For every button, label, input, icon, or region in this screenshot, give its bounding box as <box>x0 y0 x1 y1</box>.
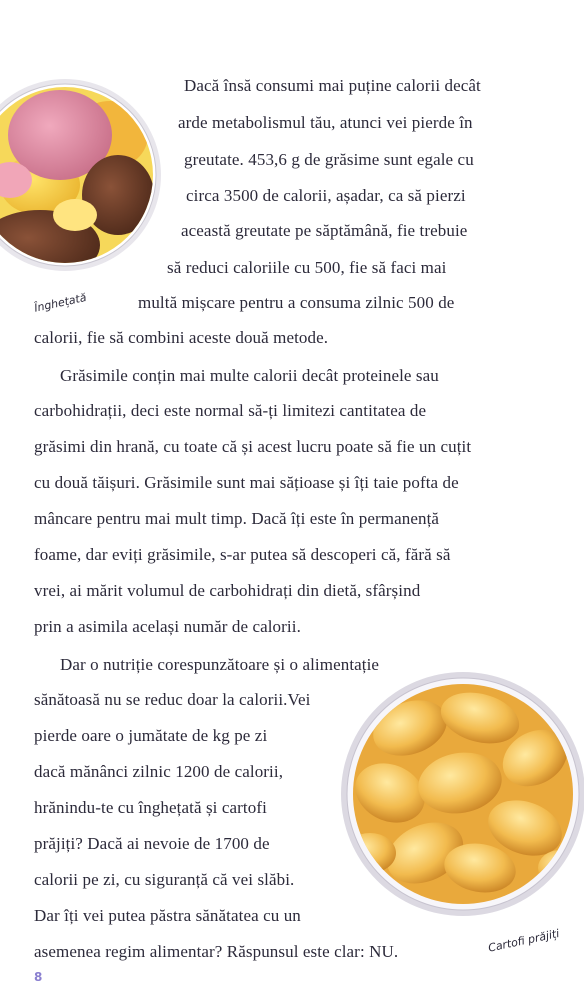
ice-cream-caption: Înghețată <box>33 290 88 315</box>
ice-cream-photo <box>0 55 170 310</box>
text-line: carbohidrații, deci este normal să-ți limitezi cantitatea de <box>34 401 427 420</box>
text-line: circa 3500 de calorii, așadar, ca să pierzi <box>186 186 466 205</box>
text-line: Dar îți vei putea păstra sănătatea cu un <box>34 906 301 925</box>
chips-caption: Cartofi prăjiți <box>487 926 561 955</box>
text-line: vrei, ai mărit volumul de carbohidrați din dietă, sfârșind <box>34 581 421 600</box>
text-line: prăjiți? Dacă ai nevoie de 1700 de <box>34 834 270 853</box>
text-line: Dar o nutriție corespunzătoare și o alimentație <box>60 655 380 674</box>
text-line: arde metabolismul tău, atunci vei pierde în <box>178 113 473 132</box>
text-line: calorii, fie să combini aceste două metode. <box>34 328 329 347</box>
text-line: Dacă însă consumi mai puține calorii decât <box>184 76 481 95</box>
text-line: foame, dar eviți grăsimile, s-ar putea să descoperi că, fără să <box>34 545 451 564</box>
text-line: sănătoasă nu se reduc doar la calorii.Vei <box>34 690 311 709</box>
text-line: să reduci caloriile cu 500, fie să faci mai <box>167 258 447 277</box>
text-line: pierde oare o jumătate de kg pe zi <box>34 726 268 745</box>
text-line: asemenea regim alimentar? Răspunsul este clar: NU. <box>34 942 399 961</box>
text-line: prin a asimila același număr de calorii. <box>34 617 301 636</box>
text-line: calorii pe zi, cu siguranță că vei slăbi. <box>34 870 295 889</box>
text-line: hrănindu-te cu înghețată și cartofi <box>34 798 267 817</box>
text-line: cu două tăișuri. Grăsimile sunt mai sățioase și îți taie pofta de <box>34 473 459 492</box>
text-line: dacă mănânci zilnic 1200 de calorii, <box>34 762 284 781</box>
text-line: greutate. 453,6 g de grăsime sunt egale cu <box>184 150 474 169</box>
text-line: această greutate pe săptămână, fie trebuie <box>181 221 468 240</box>
text-line: Grăsimile conțin mai multe calorii decât proteinele sau <box>60 366 439 385</box>
text-line: mâncare pentru mai mult timp. Dacă îți este în permanență <box>34 509 440 528</box>
chips-photo <box>330 668 584 918</box>
text-line: multă mișcare pentru a consuma zilnic 500 de <box>138 293 455 312</box>
page-number: 8 <box>34 970 43 984</box>
text-line: grăsimi din hrană, cu toate că și acest lucru poate să fie un cuțit <box>34 437 472 456</box>
